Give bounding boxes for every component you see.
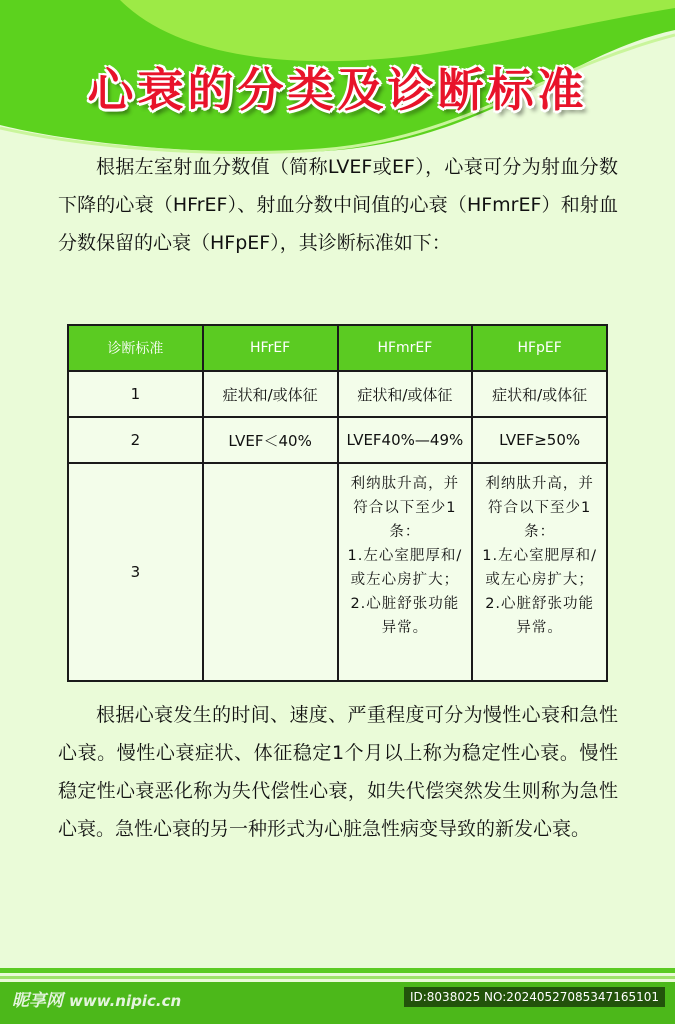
row-label: 3 xyxy=(68,463,203,681)
classification-paragraph xyxy=(58,696,618,848)
outro-text: 根据心衰发生的时间、速度、严重程度可分为慢性心衰和急性心衰。慢性心衰症状、体征稳定1个月以上称为稳定性心衰。慢性稳定性心衰恶化称为失代偿性心衰，如失代偿突然发生则称为急性心衰。急性心衰的另一种形式为心脏急性病变导致的新发心衰。 xyxy=(58,704,618,840)
criteria-line: 1.左心室肥厚和/ xyxy=(482,548,597,564)
table-cell: LVEF≥50% xyxy=(472,417,607,463)
row-label: 2 xyxy=(68,417,203,463)
criteria-line: 符合以下至少1 xyxy=(353,500,457,516)
header-criteria: 诊断标准 xyxy=(68,325,203,371)
image-id-label: ID:8038025 NO:20240527085347165101 xyxy=(404,987,665,1007)
poster-title: 心衰的分类及诊断标准 xyxy=(87,63,588,117)
table-cell-empty xyxy=(203,463,338,681)
criteria-line: 异常。 xyxy=(516,620,563,636)
table-cell-hfpef-criteria xyxy=(472,463,607,681)
criteria-line: 符合以下至少1 xyxy=(488,500,592,516)
table-cell: LVEF＜40% xyxy=(203,417,338,463)
table-cell: 症状和/或体征 xyxy=(472,371,607,417)
watermark xyxy=(12,986,181,1011)
criteria-line: 利纳肽升高，并 xyxy=(485,476,594,492)
criteria-line: 异常。 xyxy=(381,620,429,636)
footer-bar xyxy=(0,982,675,1024)
table-row xyxy=(68,371,607,417)
criteria-line: 条： xyxy=(524,524,556,540)
table-cell-hfmref-criteria xyxy=(338,463,473,681)
row-label: 1 xyxy=(68,371,203,417)
table-row xyxy=(68,417,607,463)
table-cell: LVEF40%—49% xyxy=(338,417,473,463)
table-header-row xyxy=(68,325,607,371)
intro-paragraph xyxy=(58,148,618,262)
criteria-line: 条： xyxy=(389,524,421,540)
criteria-line: 利纳肽升高，并 xyxy=(350,476,460,492)
watermark-url: www.nipic.cn xyxy=(69,992,182,1010)
table-row xyxy=(68,463,607,681)
criteria-line: 或左心房扩大； xyxy=(485,572,594,588)
criteria-line: 1.左心室肥厚和/ xyxy=(347,548,463,564)
table-cell: 症状和/或体征 xyxy=(203,371,338,417)
criteria-line: 2.心脏舒张功能 xyxy=(485,596,595,612)
header-hfpef: HFpEF xyxy=(472,325,607,371)
header-hfmref: HFmrEF xyxy=(338,325,473,371)
criteria-line: 2.心脏舒张功能 xyxy=(350,596,460,612)
intro-text: 根据左室射血分数值（简称LVEF或EF），心衰可分为射血分数下降的心衰（HFrEF）、射血分数中间值的心衰（HFmrEF）和射血分数保留的心衰（HFpEF），其诊断标准如下： xyxy=(58,156,618,254)
table-cell: 症状和/或体征 xyxy=(338,371,473,417)
diagnosis-table xyxy=(67,324,608,682)
watermark-logo: 昵享网 xyxy=(12,991,63,1011)
header-hfref: HFrEF xyxy=(203,325,338,371)
criteria-line: 或左心房扩大； xyxy=(350,572,460,588)
